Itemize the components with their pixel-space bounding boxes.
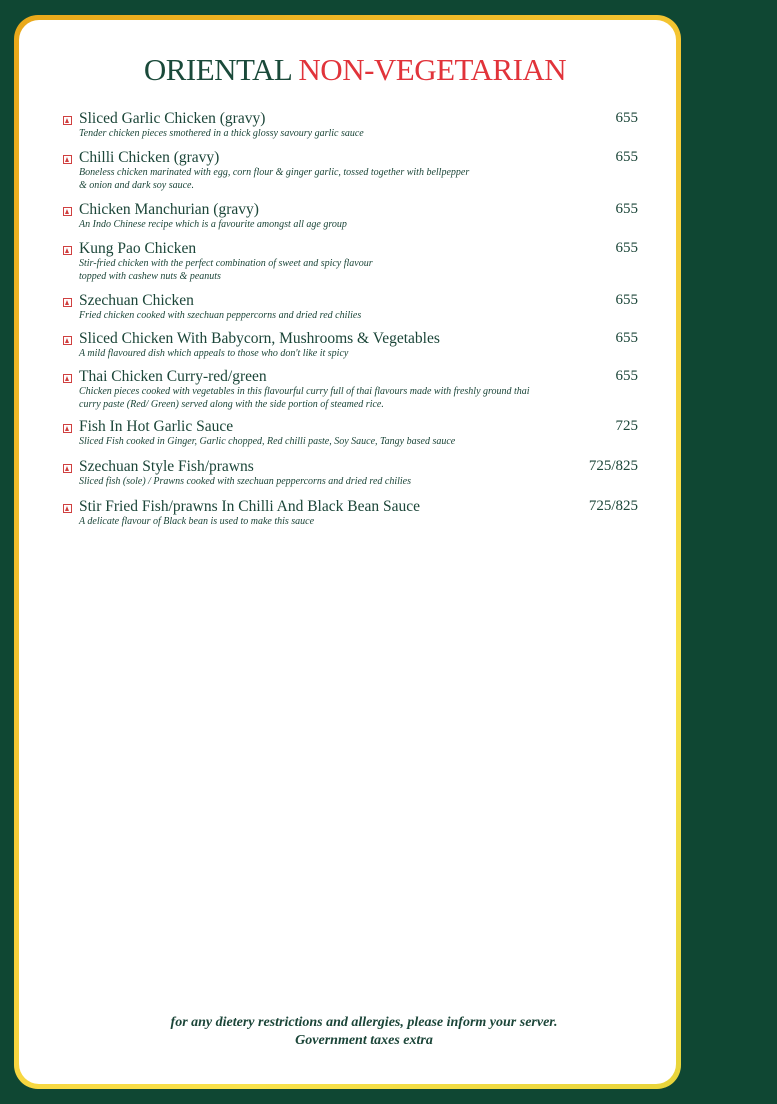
item-name: Sliced Garlic Chicken (gravy) [79, 110, 266, 127]
title-part-red: NON-VEGETARIAN [298, 52, 567, 87]
item-price: 655 [615, 330, 638, 346]
item-description: An Indo Chinese recipe which is a favourite amongst all age group [79, 219, 347, 230]
item-price: 655 [615, 368, 638, 384]
non-veg-icon [63, 504, 72, 513]
item-description: Fried chicken cooked with szechuan peppercorns and dried red chilies [79, 310, 362, 321]
item-price: 655 [615, 149, 638, 165]
item-description: A mild flavoured dish which appeals to those who don't like it spicy [79, 348, 349, 359]
item-name: Stir Fried Fish/prawns In Chilli And Black Bean Sauce [79, 498, 420, 515]
item-name: Kung Pao Chicken [79, 240, 197, 257]
item-price: 725 [615, 418, 638, 434]
item-description: A delicate flavour of Black bean is used to make this sauce [79, 516, 315, 527]
item-description: Stir-fried chicken with the perfect combination of sweet and spicy flavour topped with cashew nuts & peanuts [79, 258, 373, 282]
item-name: Szechuan Style Fish/prawns [79, 458, 254, 475]
item-name: Sliced Chicken With Babycorn, Mushrooms & Vegetables [79, 330, 440, 347]
item-description: Sliced fish (sole) / Prawns cooked with szechuan peppercorns and dried red chilies [79, 476, 411, 487]
item-description: Boneless chicken marinated with egg, corn flour & ginger garlic, tossed together with bellpepper & onion and dark soy sauce. [79, 167, 470, 191]
item-price: 655 [615, 240, 638, 256]
non-veg-icon [63, 374, 72, 383]
non-veg-icon [63, 207, 72, 216]
non-veg-icon [63, 424, 72, 433]
non-veg-icon [63, 246, 72, 255]
non-veg-icon [63, 298, 72, 307]
item-price: 655 [615, 110, 638, 126]
item-price: 725/825 [588, 498, 638, 514]
non-veg-icon [63, 116, 72, 125]
page-title [0, 52, 710, 88]
item-name: Chicken Manchurian (gravy) [79, 201, 259, 218]
item-price: 655 [615, 201, 638, 217]
item-description: Sliced Fish cooked in Ginger, Garlic chopped, Red chilli paste, Soy Sauce, Tangy based sauce [79, 436, 456, 447]
non-veg-icon [63, 155, 72, 164]
allergy-notice: for any dietery restrictions and allergies, please inform your server. [170, 1015, 558, 1030]
item-name: Szechuan Chicken [79, 292, 194, 309]
item-name: Thai Chicken Curry-red/green [79, 368, 267, 385]
item-description: Chicken pieces cooked with vegetables in this flavourful curry full of thai flavours made with freshly ground thai curry paste (Red/ Green) served along with the side portion of steamed rice. [79, 386, 530, 410]
item-name: Chilli Chicken (gravy) [79, 149, 220, 166]
item-price: 725/825 [588, 458, 638, 474]
title-part-green: ORIENTAL [143, 52, 292, 87]
tax-notice: Government taxes extra [295, 1033, 433, 1048]
item-description: Tender chicken pieces smothered in a thick glossy savoury garlic sauce [79, 128, 364, 139]
item-name: Fish In Hot Garlic Sauce [79, 418, 234, 435]
non-veg-icon [63, 336, 72, 345]
non-veg-icon [63, 464, 72, 473]
footer-note [0, 1014, 728, 1050]
item-price: 655 [615, 292, 638, 308]
